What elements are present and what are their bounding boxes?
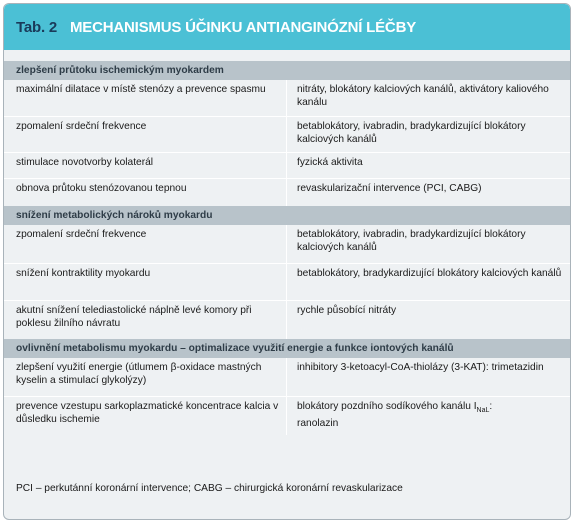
drugs-cell: betablokátory, ivabradin, bradykardizující blokátory kalciových kanálů xyxy=(297,229,526,253)
mechanism-cell: maximální dilatace v místě stenózy a prevence spasmu xyxy=(4,80,287,116)
channel-subscript: NaL xyxy=(476,407,490,415)
mechanism-cell: obnova průtoku stenózovanou tepnou xyxy=(4,179,287,206)
mechanism-cell: prevence vzestupu sarkoplazmatické koncentrace kalcia v důsledku ischemie xyxy=(4,397,287,435)
table-row xyxy=(4,300,570,339)
table-row xyxy=(4,152,570,178)
mechanism-cell: zpomalení srdeční frekvence xyxy=(4,225,287,263)
table-row xyxy=(4,116,570,152)
section-heading: zlepšení průtoku ischemickým myokardem xyxy=(4,61,570,80)
table-row xyxy=(4,225,570,263)
drugs-cell: fyzická aktivita xyxy=(297,157,363,168)
table-number: Tab. 2 xyxy=(16,18,58,36)
table-row xyxy=(4,178,570,206)
mechanism-cell: akutní snížení telediastolické náplně levé komory při poklesu žilního návratu xyxy=(4,301,287,339)
drugs-colon: : xyxy=(489,401,493,412)
drugs-cell: rychle působící nitráty xyxy=(297,305,397,316)
mechanism-cell: zlepšení využití energie (útlumem β-oxidace mastných kyselin a stimulací glykolýzy) xyxy=(4,358,287,396)
drugs-cell: inhibitory 3-ketoacyl-CoA-thiolázy (3-KAT): trimetazidin xyxy=(297,362,544,373)
drugs-cell: betablokátory, bradykardizující blokátory kalciových kanálů xyxy=(297,268,562,279)
title-bar xyxy=(4,4,570,50)
section-heading: ovlivnění metabolismu myokardu – optimalizace využití energie a funkce iontových kanálů xyxy=(4,339,570,358)
section-heading: snížení metabolických nároků myokardu xyxy=(4,206,570,225)
table-card xyxy=(3,3,571,520)
drugs-text: blokátory pozdního sodíkového kanálu I xyxy=(297,401,477,412)
table-row xyxy=(4,263,570,300)
mechanism-cell: snížení kontraktility myokardu xyxy=(4,264,287,300)
table-row xyxy=(4,80,570,116)
mechanism-table xyxy=(4,61,570,435)
mechanism-cell: zpomalení srdeční frekvence xyxy=(4,117,287,152)
drugs-text-line2: ranolazin xyxy=(297,418,339,430)
drugs-cell: revaskularizační intervence (PCI, CABG) xyxy=(297,183,482,194)
drugs-cell: nitráty, blokátory kalciových kanálů, aktivátory kaliového kanálu xyxy=(297,84,549,108)
footnote: PCI – perkutánní koronární intervence; CABG – chirurgická koronární revaskularizace xyxy=(16,483,403,494)
table-row xyxy=(4,396,570,435)
table-row xyxy=(4,358,570,396)
mechanism-cell: stimulace novotvorby kolaterál xyxy=(4,153,287,178)
drugs-cell: betablokátory, ivabradin, bradykardizující blokátory kalciových kanálů xyxy=(297,121,526,145)
table-title: MECHANISMUS ÚČINKU ANTIANGINÓZNÍ LÉČBY xyxy=(70,18,417,36)
drugs-cell xyxy=(287,397,570,435)
